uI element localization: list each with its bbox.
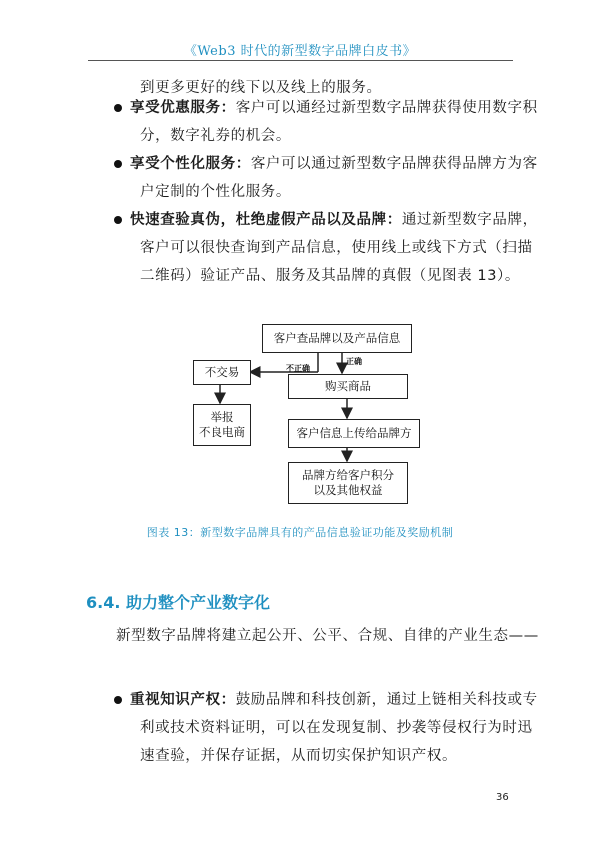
bullet-title: 享受个性化服务： [130,156,251,172]
figure-caption: 图表 13：新型数字品牌具有的产品信息验证功能及奖励机制 [146,526,454,539]
bullet-text-continued: 利或技术资料证明，可以在发现复制、抄袭等侵权行为时迅 [140,720,533,736]
flow-node-reward-line2: 以及其他权益 [313,483,383,497]
flow-node-report-line1: 举报 [210,410,234,424]
running-header: 《Web3 时代的新型数字品牌白皮书》 [183,44,417,59]
label-correct: 正确 [346,357,362,366]
bullet-text-continued: 户定制的个性化服务。 [140,184,291,200]
bullet-title: 重视知识产权： [130,692,236,708]
bullet-text: 客户可以通过新型数字品牌获得品牌方为客 [250,156,538,172]
bullet-item-ip [130,688,538,712]
bullet-text: 客户可以通经过新型数字品牌获得使用数字积 [235,100,538,116]
bullet-text-continued: 速查验，并保存证据，从而切实保护知识产权。 [140,748,458,764]
flow-node-no-trade: 不交易 [193,360,251,385]
bullet-marker [114,696,122,704]
flow-node-report [193,404,251,446]
flow-node-query: 客户查品牌以及产品信息 [262,324,412,353]
intro-continuation: 到更多更好的线下以及线上的服务。 [140,80,382,96]
bullet-title: 快速查验真伪，杜绝虚假产品以及品牌： [130,212,402,228]
flow-node-reward [288,462,408,504]
bullet-text-continued: 客户可以很快查询到产品信息，使用线上或线下方式（扫描 [140,240,533,256]
bullet-text: 通过新型数字品牌， [401,212,538,228]
label-incorrect: 不正确 [286,364,310,373]
section-intro: 新型数字品牌将建立起公开、公平、合规、自律的产业生态—— [116,628,539,644]
bullet-title: 享受优惠服务： [130,100,236,116]
flow-node-reward-line1: 品牌方给客户积分 [302,468,394,482]
section-heading: 6.4. 助力整个产业数字化 [86,593,270,612]
flow-node-report-line2: 不良电商 [199,425,245,439]
flow-node-upload: 客户信息上传给品牌方 [288,419,420,448]
bullet-text-continued: 二维码）验证产品、服务及其品牌的真假（见图表 13）。 [140,268,521,284]
page-number: 36 [496,792,509,803]
flow-node-buy: 购买商品 [288,374,408,399]
bullet-text: 鼓励品牌和科技创新，通过上链相关科技或专 [235,692,538,708]
bullet-text-continued: 分，数字礼券的机会。 [140,128,291,144]
